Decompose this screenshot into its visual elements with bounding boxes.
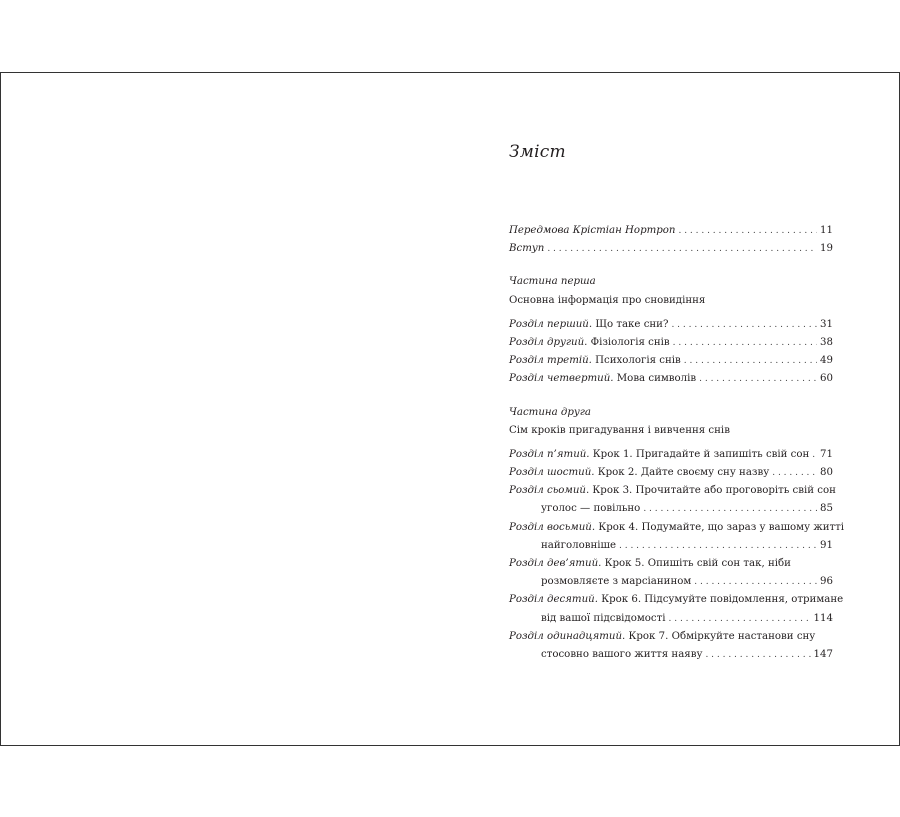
- chapter-number: Розділ перший.: [509, 318, 593, 330]
- entry-label: Вступ: [509, 243, 545, 255]
- book-spread: [0, 72, 900, 746]
- chapter-title-cont: від вашої підсвідомості: [541, 612, 666, 624]
- page-number: 38: [820, 336, 833, 348]
- dot-leader: [673, 338, 817, 348]
- chapter-title: Крок 4. Подумайте, що зараз у вашому житті: [595, 521, 845, 533]
- page-number: 91: [820, 539, 833, 551]
- dot-leader: [812, 450, 817, 460]
- toc-entry-chapter-8-cont: [509, 540, 833, 558]
- chapter-number: Розділ п’ятий.: [509, 448, 590, 460]
- chapter-number: Розділ одинадцятий.: [509, 630, 626, 642]
- part-two-label: Частина друга: [509, 406, 592, 418]
- page-number: 31: [820, 318, 833, 330]
- chapter-title: Психологія снів: [591, 355, 681, 367]
- dot-leader: [669, 614, 811, 624]
- page-number: 114: [813, 612, 833, 624]
- chapter-title: Мова символів: [613, 373, 697, 385]
- toc-entry-chapter-9: [509, 558, 833, 576]
- toc-entry-foreword: [509, 225, 833, 243]
- chapter-title: Крок 1. Пригадайте й запишіть свій сон: [589, 448, 810, 460]
- dot-leader: [643, 504, 817, 514]
- chapter-number: Розділ дев’ятий.: [509, 558, 602, 569]
- dot-leader: [619, 541, 817, 551]
- dot-leader: [772, 468, 817, 478]
- toc-entry-chapter-2: [509, 337, 833, 355]
- chapter-title: Крок 6. Підсумуйте повідомлення, отримане: [597, 594, 844, 606]
- part-one-title: Основна інформація про сновидіння: [509, 294, 706, 306]
- page-number: 11: [820, 225, 833, 236]
- chapter-title-cont: стосовно вашого життя наяву: [541, 648, 703, 660]
- toc-title: Зміст: [509, 142, 566, 162]
- dot-leader: [678, 226, 817, 236]
- chapter-number: Розділ десятий.: [509, 594, 598, 606]
- toc-entry-chapter-7: [509, 485, 836, 503]
- chapter-title: Що таке сни?: [592, 318, 669, 330]
- toc-entry-chapter-11-cont: [509, 649, 833, 667]
- chapter-title-cont: уголос — повільно: [541, 503, 641, 515]
- chapter-title-cont: розмовляєте з марсіанином: [541, 576, 692, 588]
- chapter-title: Крок 3. Прочитайте або проговоріть свій сон: [589, 485, 836, 497]
- dot-leader: [671, 320, 817, 330]
- page-number: 85: [820, 503, 833, 515]
- page-number: 96: [820, 576, 833, 588]
- toc-entry-chapter-4: [509, 373, 833, 391]
- toc-entry-intro: [509, 243, 833, 261]
- dot-leader: [547, 244, 817, 254]
- page-number: 60: [820, 373, 833, 385]
- toc-entry-chapter-11: [509, 631, 833, 649]
- chapter-number: Розділ шостий.: [509, 467, 595, 479]
- page-number: 71: [820, 448, 833, 460]
- dot-leader: [705, 650, 810, 660]
- entry-label: Передмова Крістіан Нортроп: [509, 225, 676, 236]
- part-two-title: Сім кроків пригадування і вивчення снів: [509, 424, 730, 436]
- toc-entry-chapter-6: [509, 467, 833, 485]
- dot-leader: [694, 577, 817, 587]
- page-number: 19: [820, 243, 833, 255]
- toc-entry-chapter-1: [509, 319, 833, 337]
- page-number: 80: [820, 467, 833, 479]
- toc-entry-chapter-5: [509, 449, 833, 467]
- chapter-title: Крок 2. Дайте своєму сну назву: [594, 467, 770, 479]
- chapter-title: Фізіологія снів: [587, 336, 670, 348]
- toc-entry-chapter-7-cont: [509, 503, 833, 521]
- page-number: 147: [813, 648, 833, 660]
- page-number: 49: [820, 355, 833, 367]
- toc-entry-chapter-8: [509, 521, 845, 540]
- toc-entry-chapter-10: [509, 594, 844, 612]
- chapter-number: Розділ восьмий.: [509, 521, 596, 533]
- chapter-title: Крок 5. Опишіть свій сон так, ніби: [601, 558, 791, 569]
- chapter-number: Розділ сьомий.: [509, 485, 590, 497]
- toc-entry-chapter-10-cont: [509, 613, 833, 631]
- table-of-contents: [509, 225, 845, 667]
- dot-leader: [699, 374, 817, 384]
- chapter-number: Розділ третій.: [509, 355, 592, 367]
- part-one-label: Частина перша: [509, 276, 596, 288]
- chapter-number: Розділ четвертий.: [509, 373, 614, 385]
- chapter-title-cont: найголовніше: [541, 539, 617, 551]
- chapter-number: Розділ другий.: [509, 336, 588, 348]
- toc-entry-chapter-9-cont: [509, 576, 833, 594]
- dot-leader: [684, 356, 817, 366]
- toc-entry-chapter-3: [509, 355, 833, 373]
- chapter-title: Крок 7. Обміркуйте настанови сну: [625, 630, 816, 642]
